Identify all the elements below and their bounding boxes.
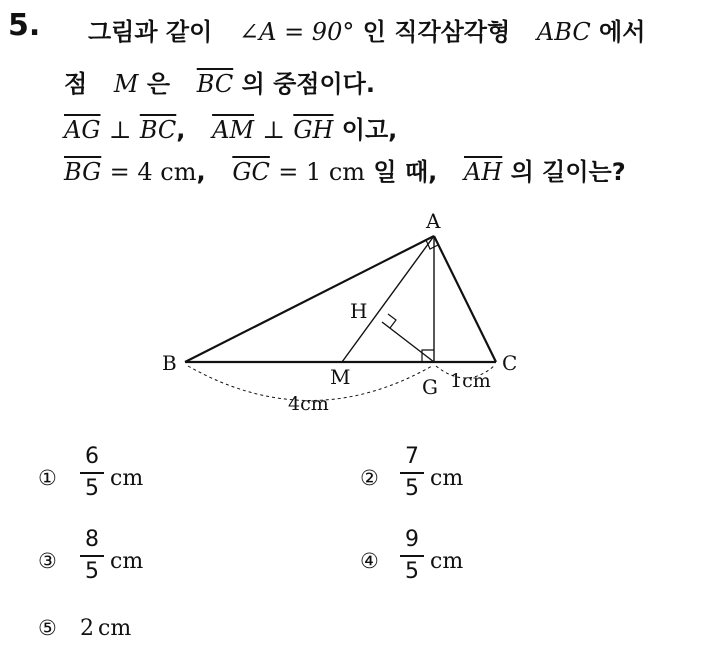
- length-bg: = 4 cm: [109, 158, 197, 186]
- denominator: 5: [405, 476, 419, 501]
- right-angle-mark-h: [388, 314, 396, 328]
- fraction: [400, 527, 424, 585]
- numerator: 9: [405, 527, 419, 552]
- text: 점: [64, 70, 88, 98]
- label-b: B: [162, 351, 177, 375]
- segment-bc: $\overline{BC}$: [196, 70, 234, 98]
- dimension-bg: 4cm: [288, 393, 329, 415]
- unit: cm: [430, 466, 464, 491]
- segment-bc: $\overline{BC}$: [139, 116, 177, 144]
- text: 이고,: [341, 116, 398, 144]
- denominator: 5: [405, 559, 419, 584]
- choice-mark: ③: [38, 549, 57, 573]
- numerator: 7: [405, 444, 419, 469]
- choice-mark: ①: [38, 466, 57, 490]
- point-m: M: [113, 70, 139, 98]
- fraction: [80, 444, 104, 502]
- text: 일 때,: [373, 158, 438, 186]
- comma: ,: [196, 158, 206, 186]
- angle-expression: ∠A = 90°: [239, 18, 355, 46]
- comma: ,: [176, 116, 186, 144]
- text: 그림과 같이: [88, 18, 213, 46]
- text: 은: [146, 70, 171, 98]
- text: 인 직각삼각형: [362, 18, 511, 46]
- denominator: 5: [85, 559, 99, 584]
- question-number: 5.: [8, 8, 41, 43]
- text: 의 중점이다.: [241, 70, 375, 98]
- segment-am: $\overline{AM}$: [212, 116, 255, 144]
- choice-value: 2: [80, 616, 94, 641]
- label-h: H: [350, 299, 368, 323]
- numerator: 6: [85, 444, 99, 469]
- segment-bg: $\overline{BG}$: [64, 158, 102, 186]
- label-m: M: [330, 365, 351, 389]
- fraction: [400, 444, 424, 502]
- segment-ag: $\overline{AG}$: [64, 116, 101, 144]
- segment-gh-line: [382, 322, 434, 362]
- label-a: A: [426, 209, 441, 233]
- question-line-2: [64, 64, 375, 99]
- dimension-gc: 1cm: [450, 370, 491, 392]
- length-gc: = 1 cm: [278, 158, 366, 186]
- question-line-4: [64, 152, 626, 187]
- numerator: 8: [85, 527, 99, 552]
- segment-ah: $\overline{AH}$: [463, 158, 503, 186]
- label-g: G: [422, 375, 438, 399]
- side-ac: [434, 236, 496, 362]
- segment-gh: $\overline{GH}$: [293, 116, 334, 144]
- question-line-3: [64, 110, 397, 145]
- segment-gc: $\overline{GC}$: [232, 158, 270, 186]
- perp-symbol: ⊥: [108, 116, 132, 144]
- triangle-name: ABC: [536, 18, 591, 46]
- unit: cm: [110, 549, 144, 574]
- triangle-figure: [0, 200, 717, 430]
- choice-mark: ④: [360, 549, 379, 573]
- choice-mark: ⑤: [38, 616, 57, 640]
- label-c: C: [502, 351, 518, 375]
- side-ab: [185, 236, 434, 362]
- text: 의 길이는?: [510, 158, 626, 186]
- unit: cm: [98, 616, 132, 641]
- unit: cm: [110, 466, 144, 491]
- unit: cm: [430, 549, 464, 574]
- choice-mark: ②: [360, 466, 379, 490]
- question-line-1: [88, 12, 645, 47]
- denominator: 5: [85, 476, 99, 501]
- text: 에서: [599, 18, 646, 46]
- perp-symbol: ⊥: [262, 116, 285, 144]
- fraction: [80, 527, 104, 585]
